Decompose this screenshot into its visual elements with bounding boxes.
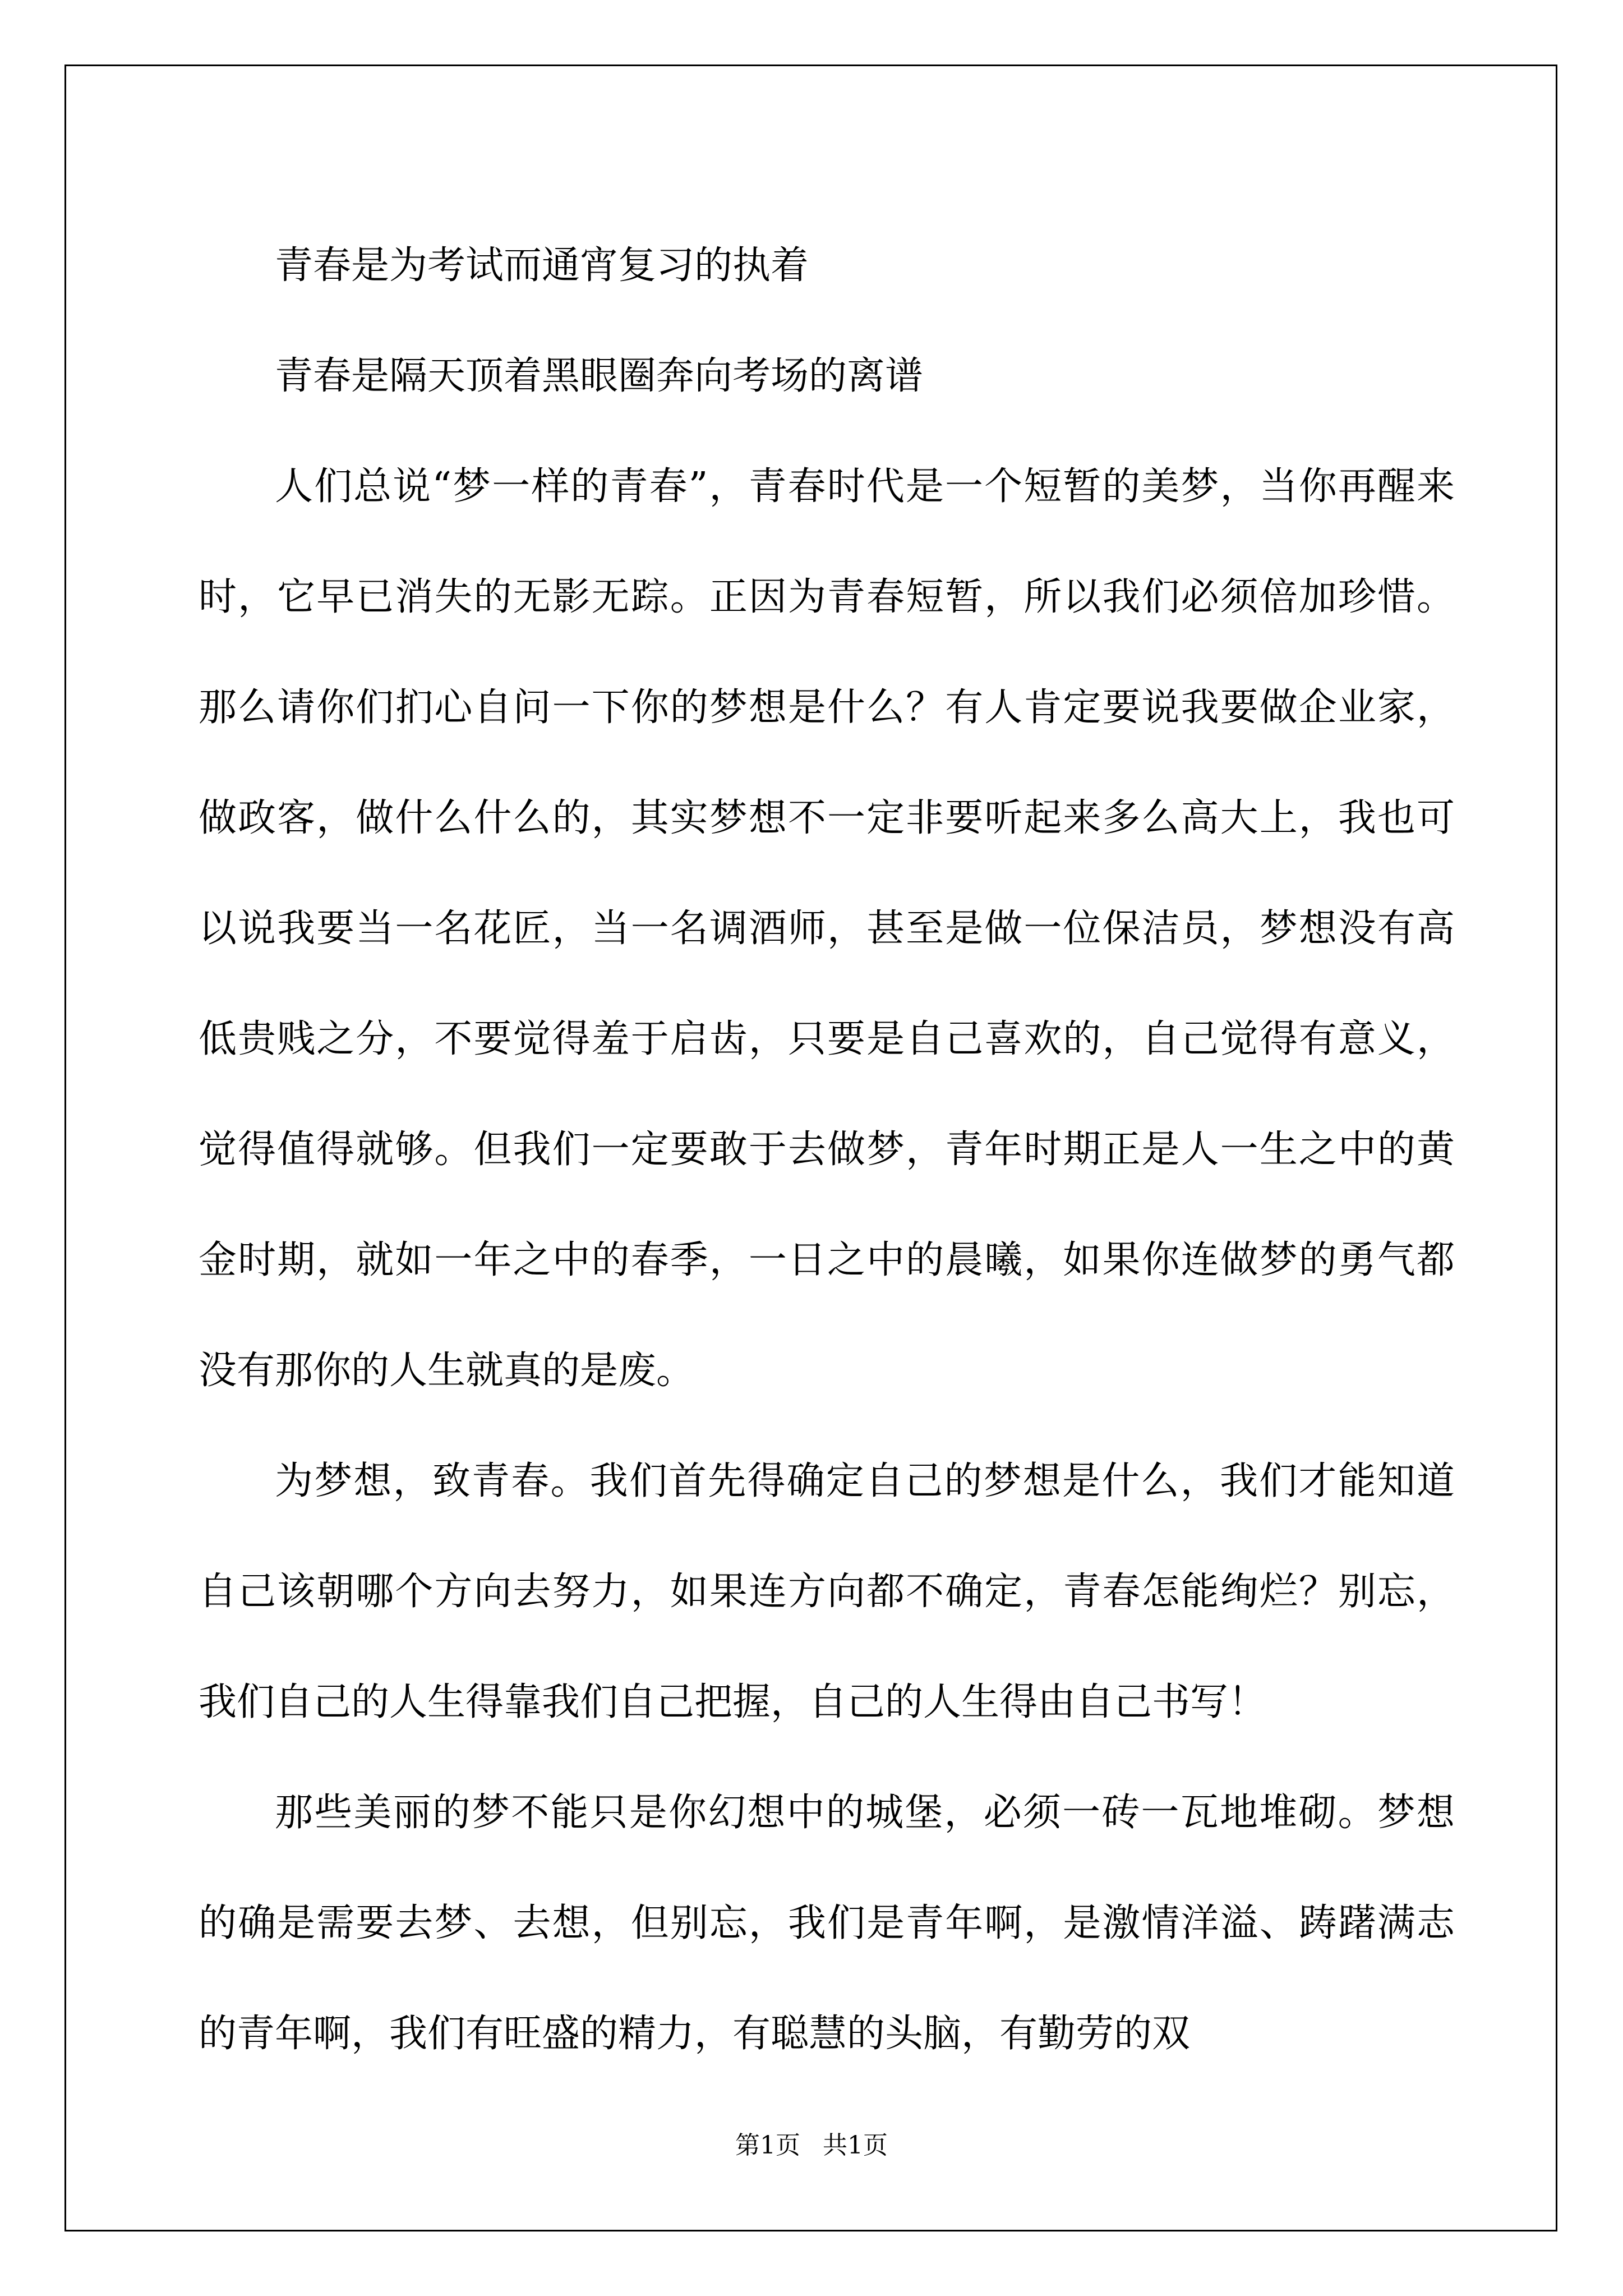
paragraph-3: 人们总说“梦一样的青春”，青春时代是一个短暂的美梦，当你再醒来时，它早已消失的无影无踪。正因为青春短暂，所以我们必须倍加珍惜。那么请你们扪心自问一下你的梦想是什么？有人肯定要说我要做企业家，做政客，做什么什么的，其实梦想不一定非要听起来多么高大上，我也可以说我要当一名花匠，当一名调酒师，甚至是做一位保洁员，梦想没有高低贵贱之分，不要觉得羞于启齿，只要是自己喜欢的，自己觉得有意义，觉得值得就够。但我们一定要敢于去做梦，青年时期正是人一生之中的黄金时期，就如一年之中的春季，一日之中的晨曦，如果你连做梦的勇气都没有那你的人生就真的是废。 xyxy=(199,464,1455,1393)
paragraph-1: 青春是为考试而通宵复习的执着 xyxy=(275,243,809,288)
paragraph-5: 那些美丽的梦不能只是你幻想中的城堡，必须一砖一瓦地堆砌。梦想的确是需要去梦、去想，但别忘，我们是青年啊，是激情洋溢、踌躇满志的青年啊，我们有旺盛的精力，有聪慧的头脑，有勤劳的双 xyxy=(199,1791,1455,2056)
page-number: 第1页 xyxy=(735,2131,800,2160)
paragraph-2: 青春是隔天顶着黑眼圈奔向考场的离谱 xyxy=(275,354,924,398)
document-body xyxy=(199,210,1455,2089)
total-pages: 共1页 xyxy=(823,2131,888,2160)
page-footer xyxy=(0,2129,1623,2162)
paragraph-4: 为梦想，致青春。我们首先得确定自己的梦想是什么，我们才能知道自己该朝哪个方向去努力，如果连方向都不确定，青春怎能绚烂？别忘，我们自己的人生得靠我们自己把握，自己的人生得由自己书写！ xyxy=(199,1459,1455,1724)
